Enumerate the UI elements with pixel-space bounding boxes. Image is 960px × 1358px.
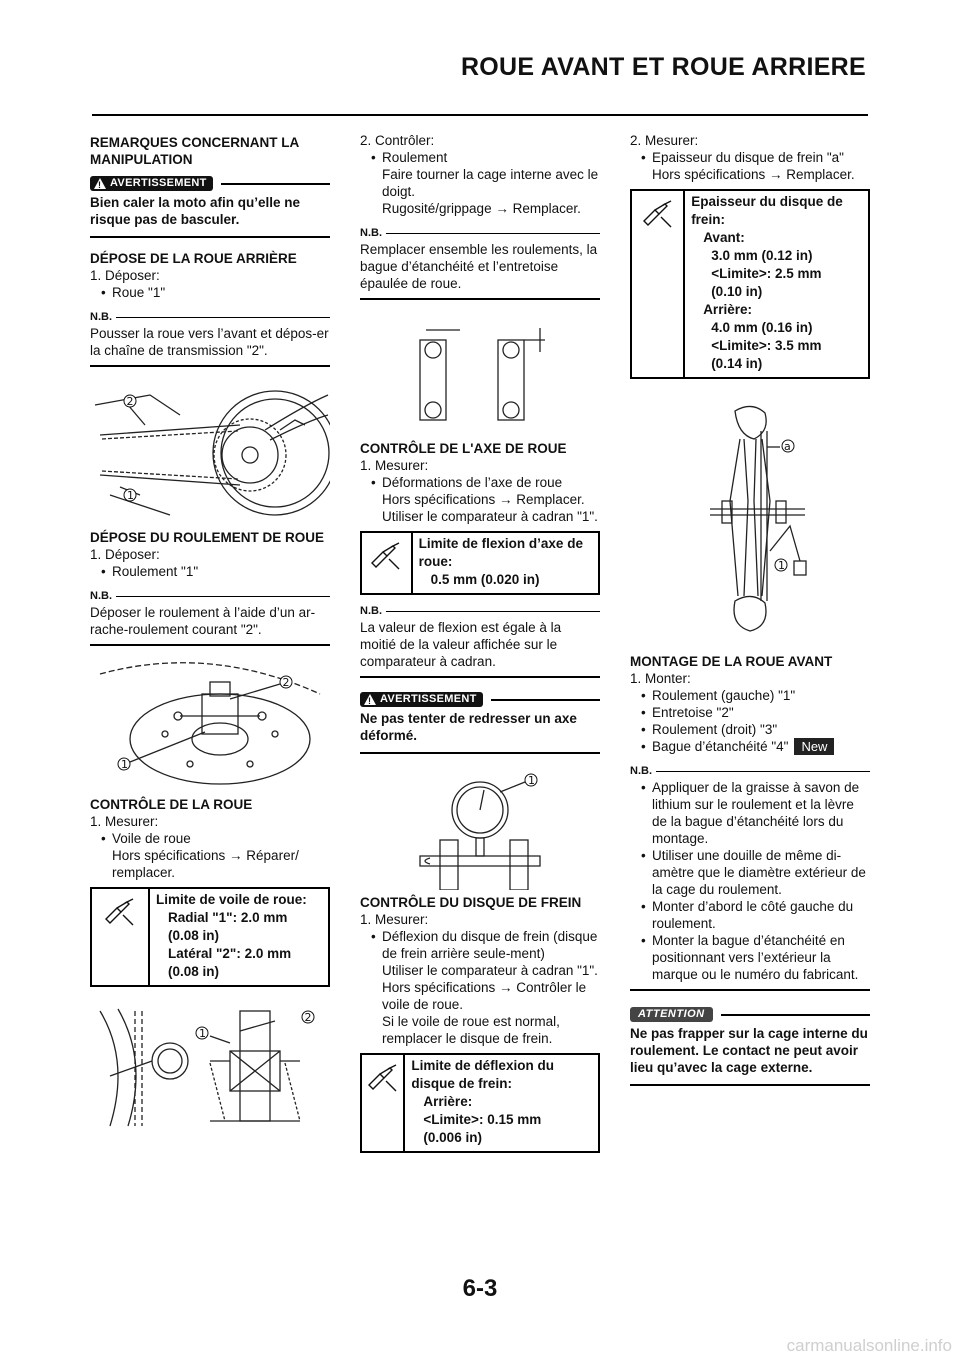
attention-text: Ne pas frapper sur la cage interne du roulement. Le contact ne peut avoir lieu qu’avec la cage externe. [630,1025,870,1086]
svg-text:2: 2 [304,1011,312,1024]
warning-badge: ! AVERTISSEMENT [360,692,483,707]
axle-title: CONTRÔLE DE L'AXE DE ROUE [360,441,567,456]
svg-text:2: 2 [282,676,290,689]
bearing-check-bullet: • Roulement [360,149,600,166]
handling-title: REMARQUES CONCERNANT LA MANIPULATION [90,135,299,167]
thickness-out-spec: Hors spécifications → Remplacer. [652,167,855,182]
bearing-puller-illustration [90,654,330,794]
column-1 [90,132,330,1131]
svg-text:1: 1 [127,489,134,502]
axle-spec-box: Limite de flexion d’axe de roue: 0.5 mm (0.020 in) [360,531,600,595]
svg-text:1: 1 [778,559,785,572]
mount-title: MONTAGE DE LA ROUE AVANT [630,654,833,669]
warning-icon [94,178,106,189]
thickness-bullet: • Epaisseur du disque de frein "a" [630,149,870,166]
rear-wheel-chain-illustration [90,375,330,525]
measure-step: 2. Mesurer: [630,133,699,148]
disc-thickness-illustration [630,401,870,641]
disc-normal: Si le voile de roue est normal, remplacer le disque de frein. [382,1014,560,1046]
wheel-check-title: CONTRÔLE DE LA ROUE [90,797,253,812]
axle-use-dial: Utiliser le comparateur à cadran "1". [382,509,598,524]
disc-out-spec: Hors spécifications → Contrôler le voile de roue. [382,980,587,1012]
axle-dial-gauge-illustration [360,770,600,890]
spec-tool-icon [369,541,403,575]
warning-badge: ! AVERTISSEMENT [90,176,213,191]
rear-bullet: • Roue "1" [90,284,330,301]
attention-block [630,1007,870,1086]
disc-spec-box: Limite de déflexion du disque de frein: Arrière: <Limite>: 0.15 mm (0.006 in) [360,1053,600,1153]
wheel-bullet: • Voile de roue [90,830,330,847]
column-2 [360,132,600,1153]
rear-step: 1. Déposer: [90,268,160,283]
spec-tool-icon [103,897,137,931]
new-badge: New [794,738,834,755]
svg-text:1: 1 [199,1027,206,1040]
disc-bullet: • Déflexion du disque de frein (disque de frein arrière seule-ment) [360,928,600,962]
bearing-check-illustration [360,320,600,430]
wheel-step: 1. Mesurer: [90,814,159,829]
note-rear: N.B. Pousser la roue vers l’avant et dépos-er la chaîne de transmission "2". [90,311,330,367]
disc-use-dial: Utiliser le comparateur à cadran "1". [382,963,598,978]
title-rule [92,114,868,116]
note-axle: N.B. La valeur de flexion est égale à la moitié de la valeur affichée sur le comparateur à cadran. [360,605,600,678]
bearing-bullet: • Roulement "1" [90,563,330,580]
bearing-step: 1. Déposer: [90,547,160,562]
mount-bullet-3: • Roulement (droit) "3" [630,721,870,738]
wheel-out-spec-2: remplacer. [112,865,176,880]
attention-badge: ATTENTION [630,1007,713,1022]
rotate-text: Faire tourner la cage interne avec le doigt. [382,167,599,199]
warning-block [90,176,330,238]
bearing-removal-title: DÉPOSE DU ROULEMENT DE ROUE [90,530,325,545]
roughness-text: Rugosité/grippage → Remplacer. [382,201,581,216]
mount-bullet-4: • Bague d’étanchéité "4" New [630,738,870,755]
wheel-runout-illustration [90,1001,330,1131]
note-mounting: N.B. • Appliquer de la graisse à savon de lithium sur le roulement et la lèvre de la bague d’étanchéité lors du montage. • Utiliser une douille de même di-amètre que le diamètre extérieur de la cage du roulement. • Monter d’abord le côté gauche du roulement. • Monter la bague d’étanchéité en positionnant vers l’extérieur la marque ou le numéro du fabricant. [630,765,870,991]
spec-tool-icon [366,1063,400,1097]
rear-removal-title: DÉPOSE DE LA ROUE ARRIÈRE [90,251,297,266]
svg-text:1: 1 [121,758,128,771]
thickness-spec-box: Epaisseur du disque de frein: Avant: 3.0 mm (0.12 in) <Limite>: 2.5 mm (0.10 in) Arrière: 4.0 mm (0.16 in) <Limite>: 3.5 mm (0.14 in) [630,189,870,379]
check-step: 2. Contrôler: [360,133,435,148]
page-title: ROUE AVANT ET ROUE ARRIERE [460,53,866,81]
warning-icon [364,694,376,705]
mount-bullet-1: • Roulement (gauche) "1" [630,687,870,704]
axle-out-spec: Hors spécifications → Remplacer. [382,492,585,507]
mount-step: 1. Monter: [630,671,691,686]
disc-title: CONTRÔLE DU DISQUE DE FREIN [360,895,582,910]
wheel-out-spec: Hors spécifications → Réparer/ [112,848,299,863]
axle-bullet: • Déformations de l’axe de roue [360,474,600,491]
column-3 [630,132,870,1086]
mount-bullet-2: • Entretoise "2" [630,704,870,721]
svg-text:2: 2 [126,395,134,408]
warning-text: Ne pas tenter de redresser un axe déformé. [360,710,600,754]
svg-text:1: 1 [528,774,535,787]
runout-spec-box: Limite de voile de roue: Radial "1": 2.0 mm (0.08 in) Latéral "2": 2.0 mm (0.08 in) [90,887,330,987]
axle-step: 1. Mesurer: [360,458,429,473]
disc-step: 1. Mesurer: [360,912,429,927]
spec-tool-icon [641,199,675,233]
warning-text: Bien caler la moto afin qu’elle ne risque pas de basculer. [90,194,330,238]
warning-block-2 [360,692,600,754]
note-bearing: N.B. Déposer le roulement à l’aide d’un ar-rache-roulement courant "2". [90,590,330,646]
svg-text:a: a [784,440,791,453]
page-number: 6-3 [462,1275,498,1302]
watermark: carmanualsonline.info [786,1336,952,1355]
note-replace: N.B. Remplacer ensemble les roulements, la bague d’étanchéité et l’entretoise épaulée de roue. [360,227,600,300]
